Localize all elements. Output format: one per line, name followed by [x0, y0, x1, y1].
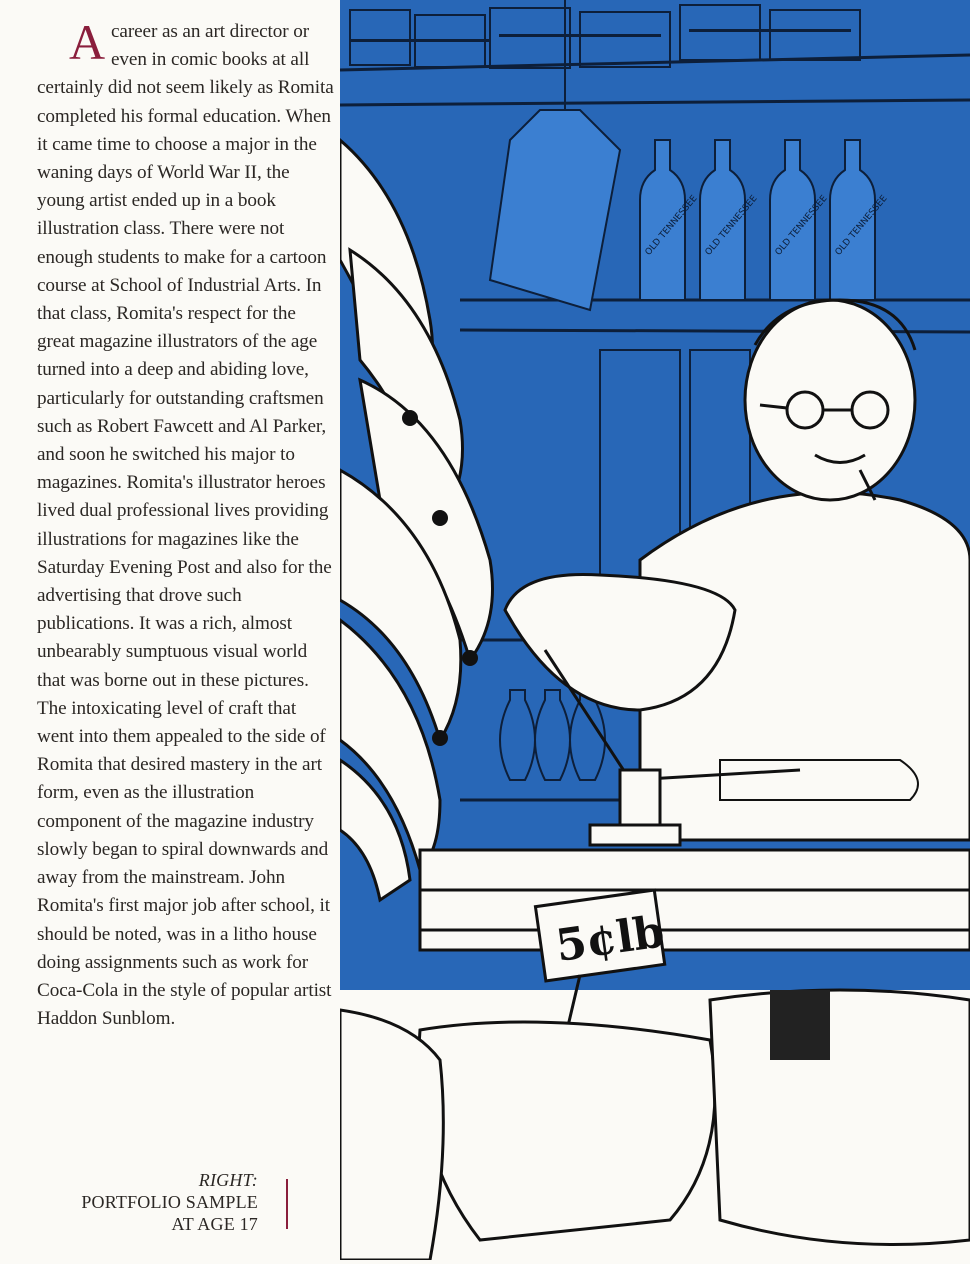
bottle-label-1: OLD TENNESSEE — [643, 193, 700, 258]
portfolio-illustration — [340, 0, 970, 1260]
sacks-and-barrels — [340, 990, 970, 1260]
grain-sack — [419, 1022, 715, 1240]
text-column — [37, 0, 337, 1033]
bottle-label-4: OLD TENNESSEE — [833, 193, 890, 258]
drop-cap: A — [69, 14, 106, 70]
shopkeeper-head — [745, 300, 915, 500]
caption-line-1: PORTFOLIO SAMPLE — [81, 1192, 258, 1212]
caption-lead: RIGHT: — [198, 1170, 258, 1190]
barrel — [710, 990, 970, 1245]
article-text: career as an art director or even in comic books at all certainly did not seem likely as Romita completed his formal education. When it came time to choose a major in the waning days of World War II, the young artist ended up in a book illustration class. There were not enough students to make for a cartoon course at School of Industrial Arts. In that class, Romita's respect for the great magazine illustrators of the age turned into a deep and abiding love, particularly for outstanding craftsmen such as Robert Fawcett and Al Parker, and soon he switched his major to magazines. Romita's illustrator heroes lived dual professional lives providing illustrations for magazines like the Saturday Evening Post and also for the advertising that drove such publications. It was a rich, almost unbearably sumptuous visual world that was borne out in these pictures. The intoxicating level of craft that went into them appealed to the side of Romita that desired mastery in the art form, even as the illustration component of the magazine industry slowly began to spiral downwards and away from the mainstream. John Romita's first major job after school, it should be noted, was in a litho house doing assignments such as work for Coca-Cola in the style of popular artist Haddon Sunblom. — [37, 21, 334, 1030]
bottle-label-2: OLD TENNESSEE — [703, 193, 760, 258]
price-sign-text: 5¢lb — [552, 906, 668, 972]
shop-counter — [420, 850, 970, 950]
image-caption — [60, 1169, 290, 1233]
caption-rule — [286, 1179, 288, 1229]
article-body — [37, 0, 337, 1033]
caption-line-2: AT AGE 17 — [171, 1214, 258, 1234]
bottle-label-3: OLD TENNESSEE — [773, 193, 830, 258]
caption-text — [81, 1169, 258, 1235]
